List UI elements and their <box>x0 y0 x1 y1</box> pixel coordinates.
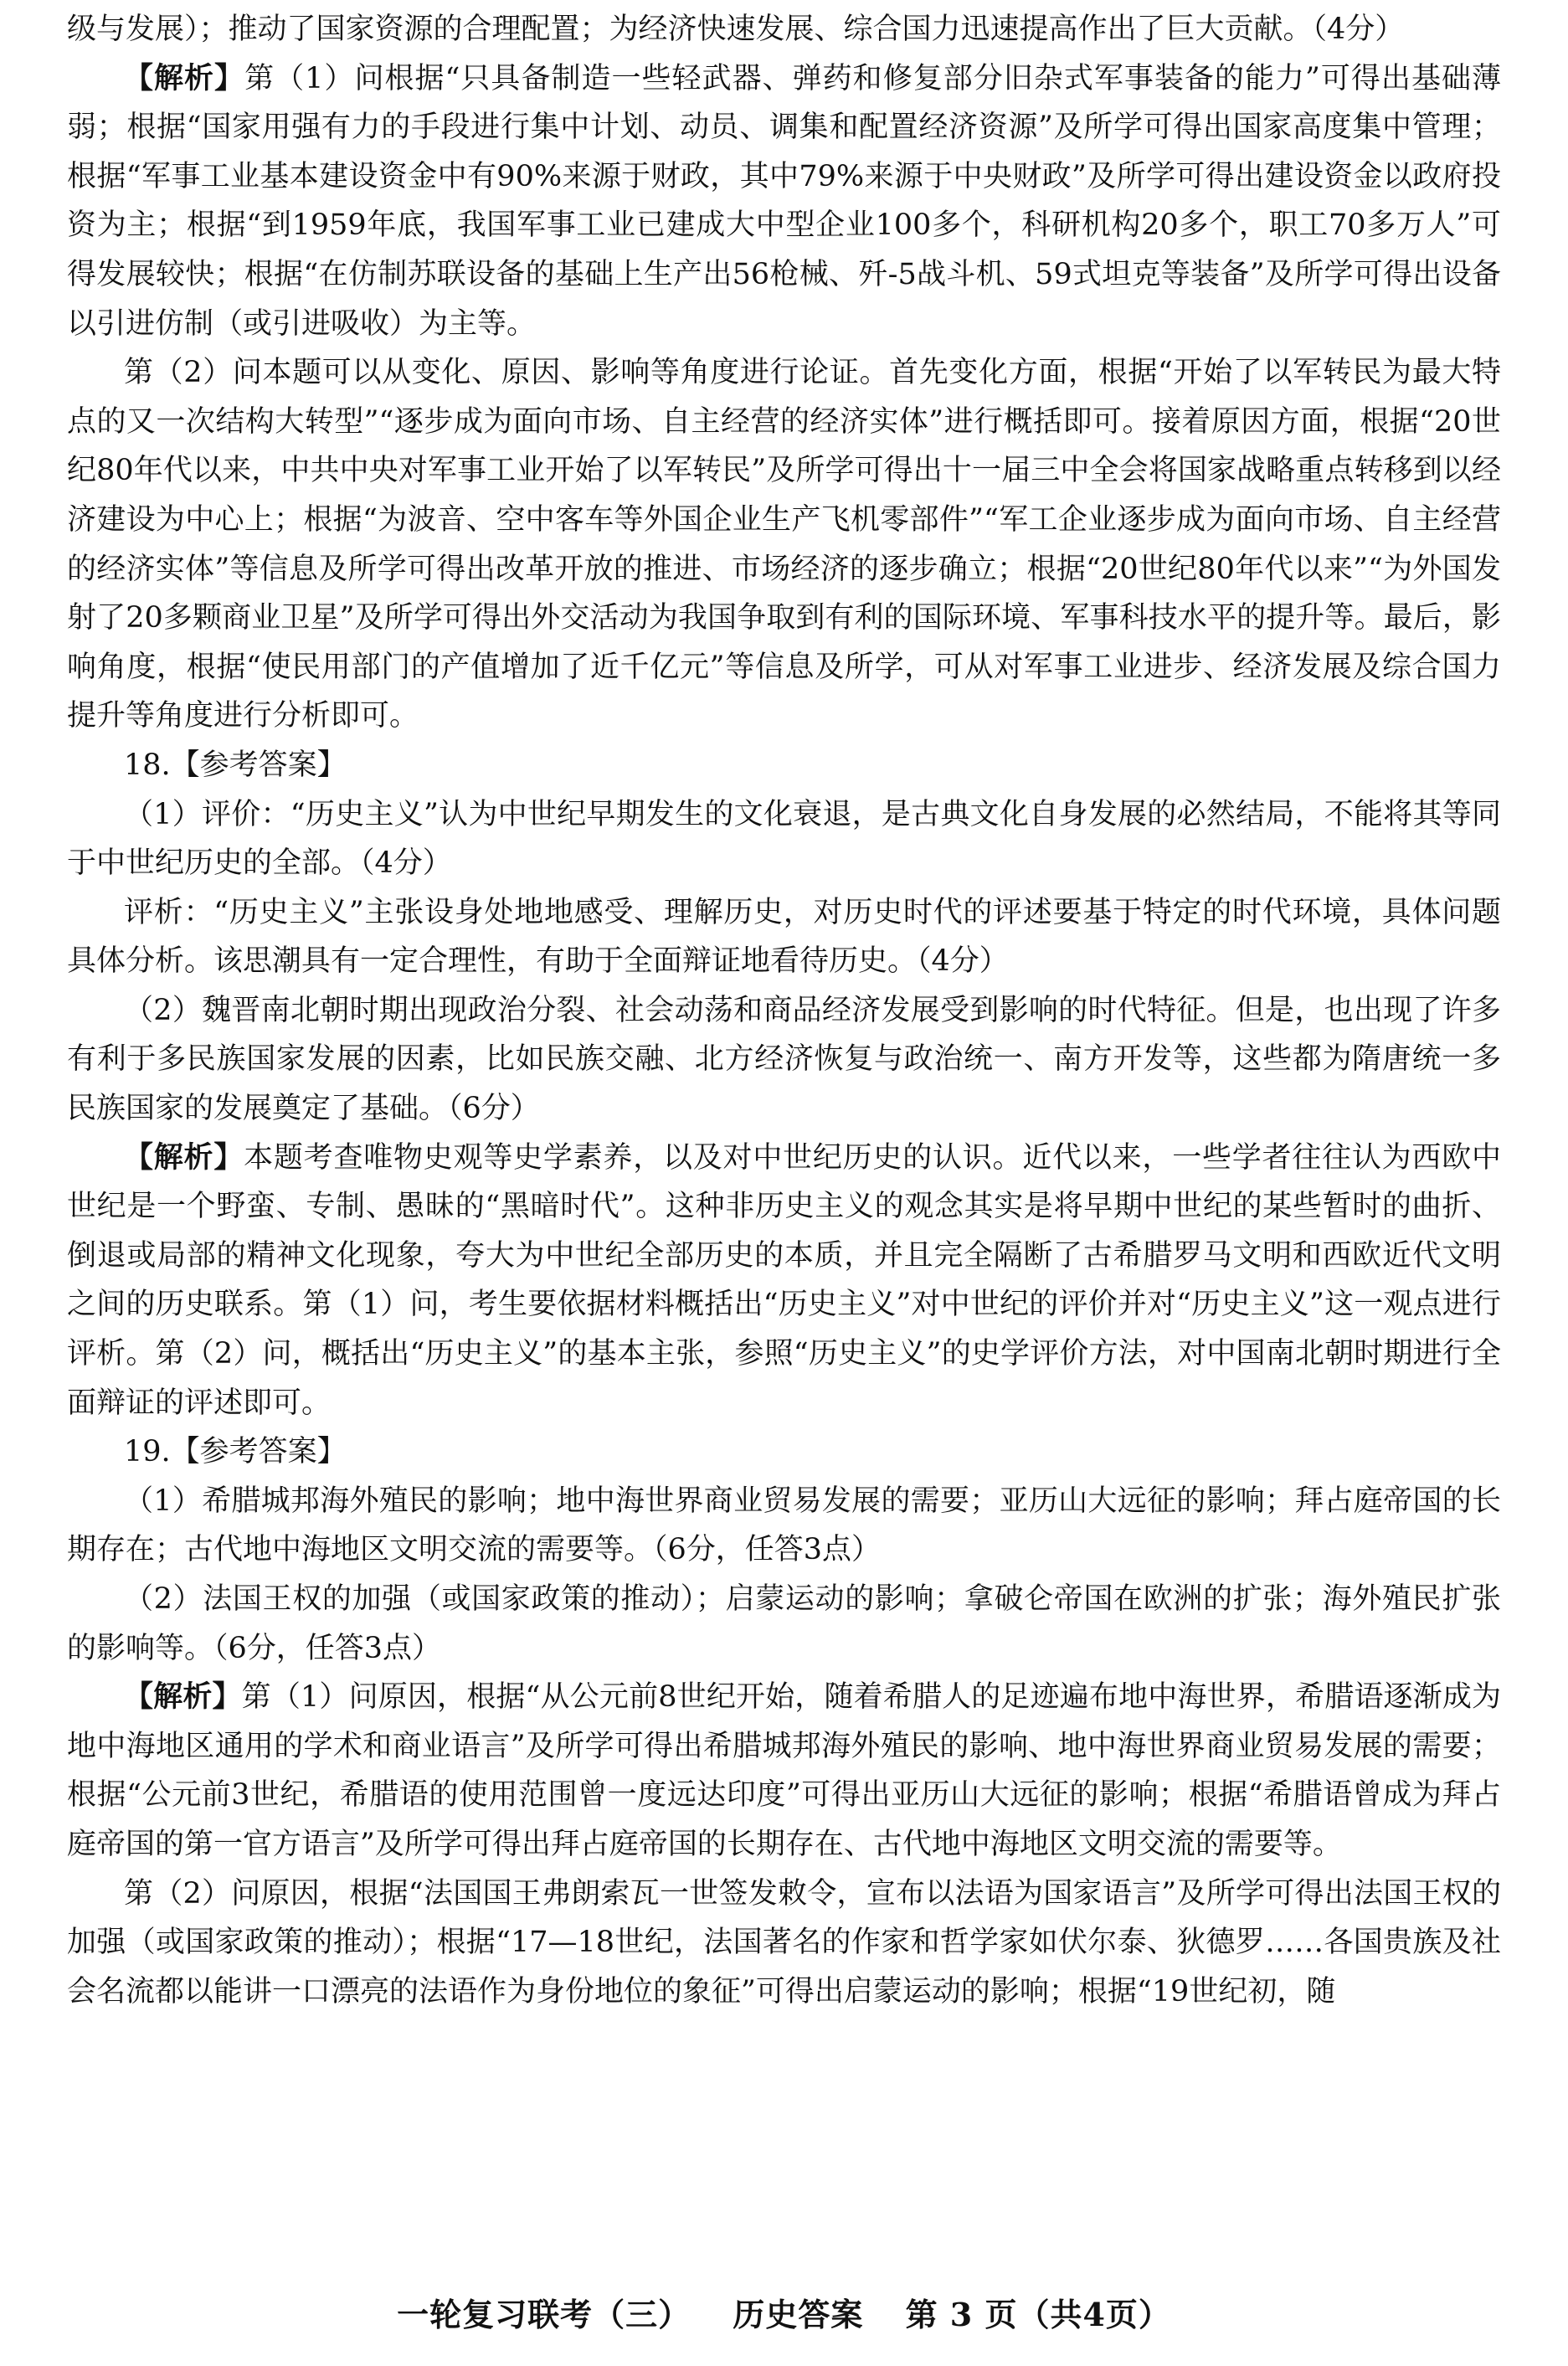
document-body <box>67 5 1501 2016</box>
paragraph-text: 第（2）问本题可以从变化、原因、影响等角度进行论证。首先变化方面，根据“开始了以军转民为最大特点的又一次结构大转型”“逐步成为面向市场、自主经营的经济实体”进行概括即可。接着原因方面，根据“20世纪80年代以来，中共中央对军事工业开始了以军转民”及所学可得出十一届三中全会将国家战略重点转移到以经济建设为中心上；根据“为波音、空中客车等外国企业生产飞机零部件”“军工企业逐步成为面向市场、自主经营的经济实体”等信息及所学可得出改革开放的推进、市场经济的逐步确立；根据“20世纪80年代以来”“为外国发射了20多颗商业卫星”及所学可得出外交活动为我国争取到有利的国际环境、军事科技水平的提升等。最后，影响角度，根据“使民用部门的产值增加了近千亿元”等信息及所学，可从对军事工业进步、经济发展及综合国力提升等角度进行分析即可。 <box>67 356 1501 733</box>
paragraph-18-evaluation <box>67 888 1501 986</box>
paragraph-analysis-17-1 <box>67 54 1501 349</box>
paragraph-text: 第（1）问原因，根据“从公元前8世纪开始，随着希腊人的足迹遍布地中海世界，希腊语逐渐成为地中海地区通用的学术和商业语言”及所学可得出希腊城邦海外殖民的影响、地中海世界商业贸易发展的需要；根据“公元前3世纪，希腊语的使用范围曾一度远达印度”可得出亚历山大远征的影响；根据“希腊语曾成为拜占庭帝国的第一官方语言”及所学可得出拜占庭帝国的长期存在、古代地中海地区文明交流的需要等。 <box>67 1680 1501 1861</box>
page-footer <box>0 2289 1568 2335</box>
paragraph-text: 评析：“历史主义”主张设身处地地感受、理解历史，对历史时代的评述要基于特定的时代环境，具体问题具体分析。该思潮具有一定合理性，有助于全面辩证地看待历史。（4分） <box>67 895 1501 979</box>
paragraph-analysis-19-1 <box>67 1673 1501 1869</box>
footer-subject: 历史答案 <box>733 2296 864 2333</box>
paragraph-text: 本题考查唯物史观等史学素养，以及对中世纪历史的认识。近代以来，一些学者往往认为西欧中世纪是一个野蛮、专制、愚昧的“黑暗时代”。这种非历史主义的观念其实是将早期中世纪的某些暂时的曲折、倒退或局部的精神文化现象，夸大为中世纪全部历史的本质，并且完全隔断了古希腊罗马文明和西欧近代文明之间的历史联系。第（1）问，考生要依据材料概括出“历史主义”对中世纪的评价并对“历史主义”这一观点进行评析。第（2）问，概括出“历史主义”的基本主张，参照“历史主义”的史学评价方法，对中国南北朝时期进行全面辩证的评述即可。 <box>67 1140 1501 1420</box>
paragraph-text: （1）评价：“历史主义”认为中世纪早期发生的文化衰退，是古典文化自身发展的必然结局，不能将其等同于中世纪历史的全部。（4分） <box>67 797 1501 881</box>
paragraph-text: （2）法国王权的加强（或国家政策的推动）；启蒙运动的影响；拿破仑帝国在欧洲的扩张；海外殖民扩张的影响等。（6分，任答3点） <box>67 1582 1501 1665</box>
paragraph-text: 第（1）问根据“只具备制造一些轻武器、弹药和修复部分旧杂式军事装备的能力”可得出基础薄弱；根据“国家用强有力的手段进行集中计划、动员、调集和配置经济资源”及所学可得出国家高度集中管理；根据“军事工业基本建设资金中有90%来源于财政，其中79%来源于中央财政”及所学可得出建设资金以政府投资为主；根据“到1959年底，我国军事工业已建成大中型企业100多个，科研机构20多个，职工70多万人”可得发展较快；根据“在仿制苏联设备的基础上生产出56枪械、歼-5战斗机、59式坦克等装备”及所学可得出设备以引进仿制（或引进吸收）为主等。 <box>67 61 1501 341</box>
paragraph-analysis-17-2 <box>67 348 1501 741</box>
paragraph-19-2 <box>67 1575 1501 1673</box>
heading-18-answer <box>67 741 1501 790</box>
paragraph-text: （1）希腊城邦海外殖民的影响；地中海世界商业贸易发展的需要；亚历山大远征的影响；拜占庭帝国的长期存在；古代地中海地区文明交流的需要等。（6分，任答3点） <box>67 1484 1501 1567</box>
heading-19-answer <box>67 1427 1501 1477</box>
analysis-tag: 【解析】 <box>124 60 245 95</box>
paragraph-continuation <box>67 5 1501 54</box>
analysis-tag: 【解析】 <box>124 1679 242 1715</box>
paragraph-text: 第（2）问原因，根据“法国国王弗朗索瓦一世签发敕令，宣布以法语为国家语言”及所学可得出法国王权的加强（或国家政策的推动）；根据“17—18世纪，法国著名的作家和哲学家如伏尔泰、狄德罗……各国贵族及社会名流都以能讲一口漂亮的法语作为身份地位的象征”可得出启蒙运动的影响；根据“19世纪初，随 <box>67 1876 1501 2009</box>
footer-page-number: 第 3 页（共4页） <box>905 2296 1171 2333</box>
paragraph-analysis-19-2 <box>67 1870 1501 2017</box>
paragraph-text: （2）魏晋南北朝时期出现政治分裂、社会动荡和商品经济发展受到影响的时代特征。但是，也出现了许多有利于多民族国家发展的因素，比如民族交融、北方经济恢复与政治统一、南方开发等，这些都为隋唐统一多民族国家的发展奠定了基础。（6分） <box>67 993 1501 1126</box>
section-heading: 18.【参考答案】 <box>124 748 347 782</box>
paragraph-18-1 <box>67 790 1501 888</box>
section-heading: 19.【参考答案】 <box>124 1435 347 1469</box>
paragraph-text: 级与发展）；推动了国家资源的合理配置；为经济快速发展、综合国力迅速提高作出了巨大贡献。（4分） <box>67 13 1405 46</box>
paragraph-analysis-18 <box>67 1134 1501 1428</box>
paragraph-18-2 <box>67 986 1501 1134</box>
analysis-tag: 【解析】 <box>124 1139 244 1175</box>
footer-series: 一轮复习联考（三） <box>397 2296 691 2333</box>
paragraph-19-1 <box>67 1477 1501 1575</box>
